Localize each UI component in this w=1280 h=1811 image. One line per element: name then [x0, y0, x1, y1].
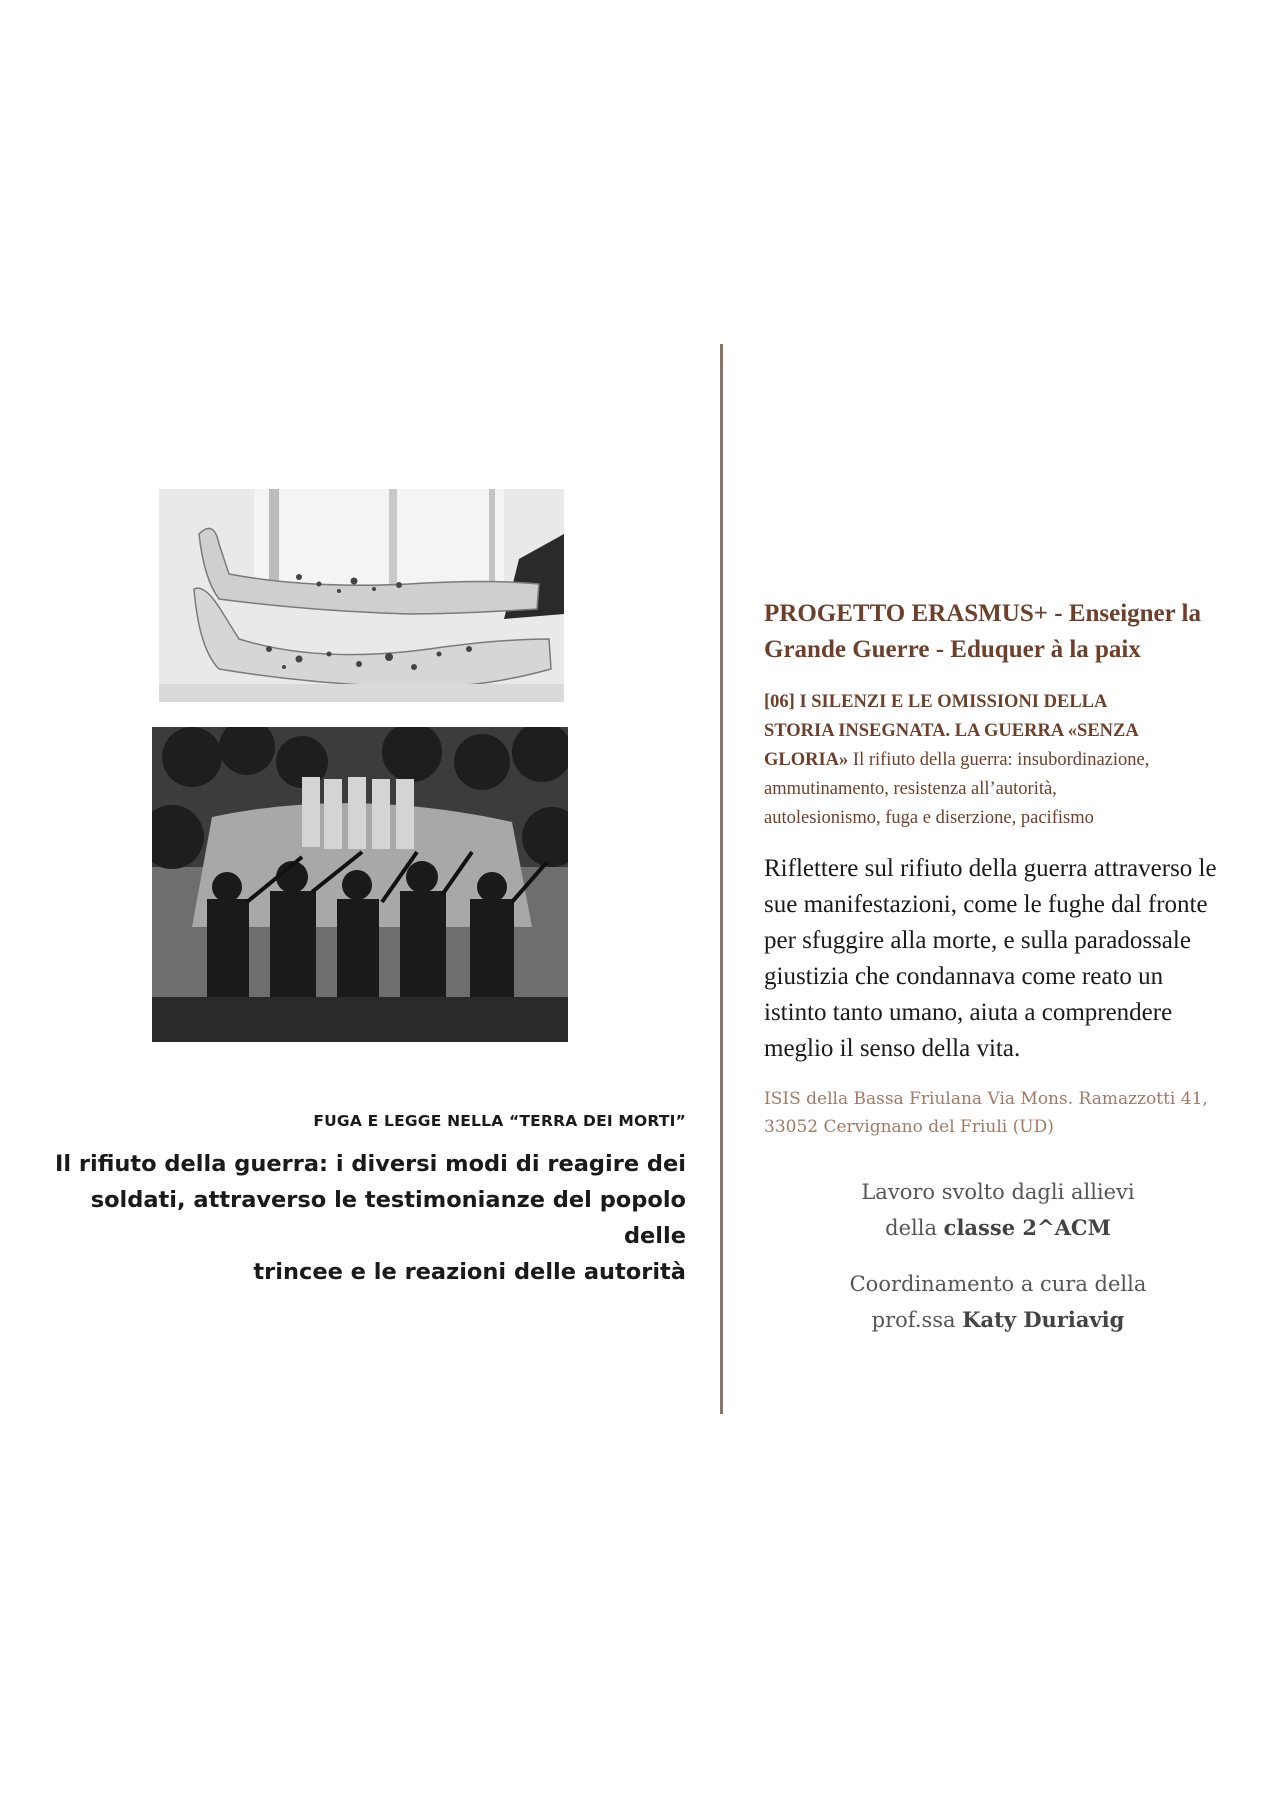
- credits-students: [764, 1174, 1232, 1246]
- description-line: giustizia che condannava come reato un: [764, 963, 1164, 990]
- credits-line: Coordinamento a cura della: [849, 1272, 1147, 1296]
- project-title-line: PROGETTO ERASMUS+ - Enseigner la: [764, 600, 1201, 627]
- photo-wounded-legs: [159, 489, 564, 702]
- left-title-line: Il rifiuto della guerra: i diversi modi di reagire dei: [54, 1151, 686, 1177]
- photo-firing-squad: [152, 727, 568, 1042]
- project-description: [764, 851, 1244, 1067]
- subtitle-bold-line: STORIA INSEGNATA. LA GUERRA «SENZA: [764, 721, 1139, 741]
- left-title: [26, 1146, 686, 1290]
- vertical-divider: [720, 344, 723, 1414]
- project-title: [764, 596, 1244, 668]
- project-subtitle: [764, 688, 1244, 833]
- class-name: classe 2^ACM: [943, 1215, 1111, 1240]
- description-line: meglio il senso della vita.: [764, 1035, 1021, 1062]
- credits-prefix: prof.ssa: [871, 1308, 963, 1332]
- subtitle-line: autolesionismo, fuga e diserzione, pacifismo: [764, 808, 1094, 828]
- credits-coordinator: [764, 1266, 1232, 1338]
- left-title-line: soldati, attraverso le testimonianze del popolo delle: [90, 1187, 686, 1249]
- subtitle-bold-line: [06] I SILENZI E LE OMISSIONI DELLA: [764, 692, 1108, 712]
- description-line: Riflettere sul rifiuto della guerra attraverso le: [764, 855, 1217, 882]
- description-line: istinto tanto umano, aiuta a comprendere: [764, 999, 1173, 1026]
- credits-prefix: della: [885, 1216, 944, 1240]
- subtitle-rest: Il rifiuto della guerra: insubordinazione,: [848, 750, 1150, 770]
- project-title-line: Grande Guerre - Eduquer à la paix: [764, 636, 1141, 663]
- school-line: ISIS della Bassa Friulana Via Mons. Ramazzotti 41,: [764, 1089, 1208, 1109]
- left-caption: FUGA E LEGGE NELLA “TERRA DEI MORTI”: [313, 1112, 686, 1130]
- description-line: per sfuggire alla morte, e sulla paradossale: [764, 927, 1191, 954]
- subtitle-line: ammutinamento, resistenza all’autorità,: [764, 779, 1057, 799]
- description-line: sue manifestazioni, come le fughe dal fronte: [764, 891, 1208, 918]
- subtitle-bold-line: GLORIA»: [764, 750, 849, 770]
- teacher-name: Katy Duriavig: [962, 1307, 1125, 1332]
- left-title-line: trincee e le reazioni delle autorità: [253, 1259, 686, 1285]
- school-address: [764, 1085, 1244, 1141]
- credits-line: Lavoro svolto dagli allievi: [861, 1180, 1135, 1204]
- school-line: 33052 Cervignano del Friuli (UD): [764, 1117, 1054, 1137]
